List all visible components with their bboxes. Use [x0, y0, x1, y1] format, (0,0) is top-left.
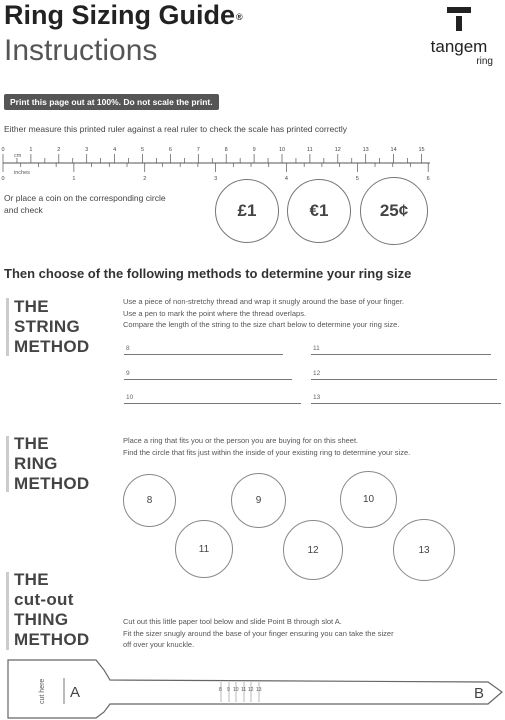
ring-size-circle-12 [283, 520, 343, 580]
ruler-inch-number: 5 [355, 176, 359, 182]
string-size-label: 10 [126, 394, 134, 401]
ruler-cm-number: 13 [362, 147, 369, 153]
registered-mark: ® [236, 12, 243, 22]
ring-method-description [123, 435, 498, 458]
string-size-line-13 [311, 403, 501, 404]
ring-size-label: 10 [362, 494, 375, 505]
string-size-label: 12 [313, 370, 321, 377]
desc-line: off over your knuckle. [123, 640, 195, 649]
ruler-inch-number: 6 [426, 176, 430, 182]
desc-line: Fit the sizer snugly around the base of your finger ensuring you can take the sizer [123, 628, 394, 638]
ring-size-circle-11 [175, 520, 233, 578]
ring-method-bar [6, 436, 9, 492]
desc-line: Find the circle that fits just within the inside of your existing ring to determine your size. [123, 447, 411, 457]
page-title-text: Ring Sizing Guide [4, 0, 235, 30]
point-a-label: A [70, 684, 81, 701]
desc-line: Use a pen to mark the point where the thread overlaps. [123, 308, 307, 318]
ruler-cm-number: 6 [168, 147, 172, 153]
title-line: cut-out [14, 590, 74, 609]
ruler-cm-number: 7 [196, 147, 200, 153]
ruler-inches-label: inches [14, 170, 30, 176]
string-method-bar [6, 298, 9, 356]
ring-size-label: 8 [146, 495, 153, 506]
sizer-number: 9 [227, 687, 230, 693]
title-line: METHOD [14, 474, 90, 493]
ring-size-label: 11 [198, 543, 210, 555]
string-size-label: 13 [313, 394, 321, 401]
page-title [4, 0, 243, 30]
ruler-cm-number: 8 [224, 147, 228, 153]
point-b-label: B [474, 685, 485, 702]
sizer-number: 13 [256, 687, 262, 693]
ruler-cm-number: 11 [307, 147, 313, 153]
ruler-cm-number: 5 [140, 147, 145, 153]
ring-size-label: 9 [255, 495, 262, 506]
cut-here-label: cut here [39, 678, 46, 704]
ruler-cm-number: 0 [1, 147, 5, 153]
cutout-sizer-tool [0, 656, 505, 720]
desc-line: Cut out this little paper tool below and slide Point B through slot A. [123, 617, 342, 626]
logo-ring-text: ring [476, 56, 493, 67]
string-method-description [123, 296, 498, 331]
coin-circle-euro [287, 179, 351, 243]
ring-method-title [14, 434, 89, 494]
ruler-inch-number: 3 [214, 176, 218, 182]
coin-instruction: Or place a coin on the corresponding circle and check [4, 193, 166, 215]
ring-size-circle-8 [123, 474, 176, 527]
coin-circle-pound [215, 179, 279, 243]
ruler-cm-number: 4 [113, 147, 117, 153]
coin-label: €1 [309, 201, 329, 220]
ring-size-circle-9 [231, 473, 286, 528]
ruler-inch-number: 0 [1, 176, 5, 182]
ruler-cm-number: 10 [278, 147, 286, 153]
ruler-instruction: Either measure this printed ruler against a real ruler to check the scale has printed correctly [4, 124, 347, 134]
desc-line: Place a ring that fits you or the person you are buying for on this sheet. [123, 436, 359, 445]
string-size-label: 8 [126, 345, 130, 352]
ruler-inch-number: 4 [284, 176, 288, 182]
string-size-line-10 [124, 403, 301, 404]
ring-size-circle-10 [340, 471, 397, 528]
logo-brand-text: tangem [430, 37, 488, 56]
desc-line: Use a piece of non-stretchy thread and wrap it snugly around the base of your finger. [123, 297, 405, 306]
string-size-line-9 [124, 379, 292, 380]
coin-label: £1 [237, 201, 257, 220]
ruler-cm-number: 9 [252, 147, 256, 153]
coin-label: 25¢ [379, 201, 409, 220]
ruler-cm-number: 15 [418, 147, 425, 153]
sizer-number: 10 [233, 687, 239, 693]
ring-size-circle-13 [393, 519, 455, 581]
title-line: THE [14, 570, 49, 589]
title-line: RING [14, 454, 58, 473]
ruler-cm-number: 2 [57, 147, 61, 153]
string-size-line-8 [124, 354, 283, 355]
desc-line: Compare the length of the string to the size chart below to determine your ring size. [123, 320, 400, 329]
cutout-method-title [14, 570, 89, 650]
cutout-method-bar [6, 572, 9, 650]
coin-circle-quarter [360, 177, 428, 245]
sizer-number: 8 [219, 687, 222, 693]
ring-size-label: 13 [418, 544, 430, 556]
ruler-inch-number: 1 [72, 176, 76, 182]
title-line: THE [14, 297, 49, 316]
ruler-cm-number: 3 [85, 147, 89, 153]
printed-ruler [2, 142, 432, 184]
string-size-line-12 [311, 379, 497, 380]
string-size-line-11 [311, 354, 491, 355]
title-line: THING [14, 610, 69, 629]
sizer-number: 12 [248, 687, 254, 693]
ruler-cm-number: 14 [390, 147, 397, 153]
page-subtitle: Instructions [4, 34, 158, 67]
ruler-cm-number: 1 [29, 147, 33, 153]
ruler-cm-number: 12 [334, 147, 341, 153]
string-method-title [14, 297, 89, 357]
string-size-label: 9 [126, 370, 130, 377]
methods-heading: Then choose of the following methods to determine your ring size [4, 266, 412, 281]
ruler-inch-number: 2 [143, 176, 147, 182]
string-size-label: 11 [313, 345, 320, 352]
cutout-method-description [123, 616, 498, 651]
print-warning-banner: Print this page out at 100%. Do not scale the print. [4, 94, 219, 110]
title-line: METHOD [14, 337, 90, 356]
title-line: METHOD [14, 630, 90, 649]
sizer-number: 11 [241, 687, 247, 693]
title-line: THE [14, 434, 49, 453]
tangem-logo-icon [446, 6, 472, 32]
ring-size-label: 12 [307, 544, 319, 556]
title-line: STRING [14, 317, 81, 336]
ruler-cm-label: cm [14, 153, 22, 159]
brand-logo [423, 6, 495, 67]
